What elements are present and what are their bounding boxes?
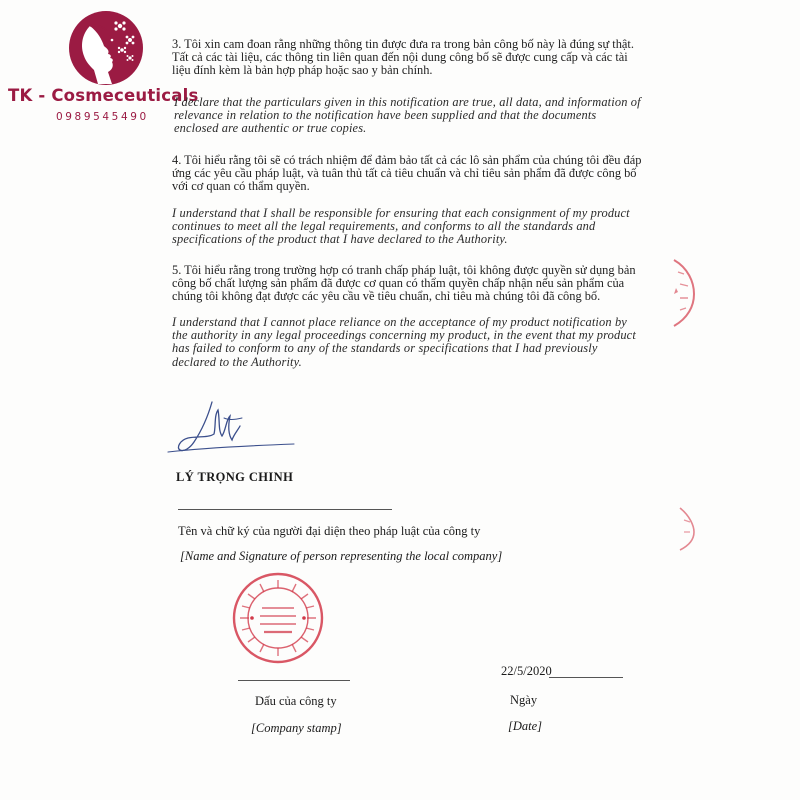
edge-seal-fragment-icon [676,506,700,552]
handwritten-signature [162,390,302,470]
brand-watermark [0,0,199,130]
stamp-line [238,680,350,681]
stamp-label-vietnamese: Dấu của công ty [255,694,337,708]
signature-line [178,509,392,510]
clause-5-vietnamese: 5. Tôi hiểu rằng trong trường hợp có tranh chấp pháp luật, tôi không được quyền sử dụng bản công bố chất lượng sản phẩm đã được cơ quan có thẩm quyền chấp nhận nếu sản phẩm của chúng tôi không đạt được các yêu cầu về tiêu chuẩn, chỉ tiêu mà chúng tôi đã công bố. [172,263,636,304]
woman-face-flowers-icon [68,10,144,86]
brand-name: TK - Cosmeceuticals [8,86,199,105]
clause-3-vietnamese: 3. Tôi xin cam đoan rằng những thông tin được đưa ra trong bản công bố này là đúng sự thật. Tất cả các tài liệu, các thông tin liên quan đến nội dung công bố sẽ được cung cấp và các tài liệu đính kèm là bản hợp pháp hoặc sao y bản chính. [172,37,634,78]
stamp-label-english: [Company stamp] [251,721,342,735]
representative-label-english: [Name and Signature of person representing the local company] [180,549,503,563]
date-label-vietnamese: Ngày [510,693,538,707]
date-line [549,677,623,678]
clause-4-vietnamese: 4. Tôi hiểu rằng tôi sẽ có trách nhiệm để đảm bảo tất cả các lô sản phẩm của chúng tôi đều đáp ứng các yêu cầu pháp luật, và tuân thủ tất cả tiêu chuẩn và chỉ tiêu sản phẩm đã được công bố với cơ quan có thẩm quyền. [172,153,642,194]
clause-5-english: I understand that I cannot place reliance on the acceptance of my product notification by the authority in any legal proceedings concerning my product, in the event that my product has failed to conform to any of the standards or specifications that I had previously declared to the Authority. [172,315,636,369]
brand-phone: 0989545490 [56,111,149,123]
edge-seal-fragment-icon [668,258,698,328]
clause-4-english: I understand that I shall be responsible for ensuring that each consignment of my product continues to meet all the legal requirements, and conforms to all the standards and specifications of the product that I have declared to the Authority. [172,206,630,247]
date-value: 22/5/2020 [501,664,552,678]
signer-name: LÝ TRỌNG CHINH [176,470,294,484]
clause-3-english: I declare that the particulars given in this notification are true, all data, and information of relevance in relation to the notification have been supplied and that the documents enclosed are authentic or true copies. [174,95,641,136]
company-seal-icon [232,572,324,664]
date-label-english: [Date] [508,719,543,733]
representative-label-vietnamese: Tên và chữ ký của người đại diện theo pháp luật của công ty [178,524,481,538]
